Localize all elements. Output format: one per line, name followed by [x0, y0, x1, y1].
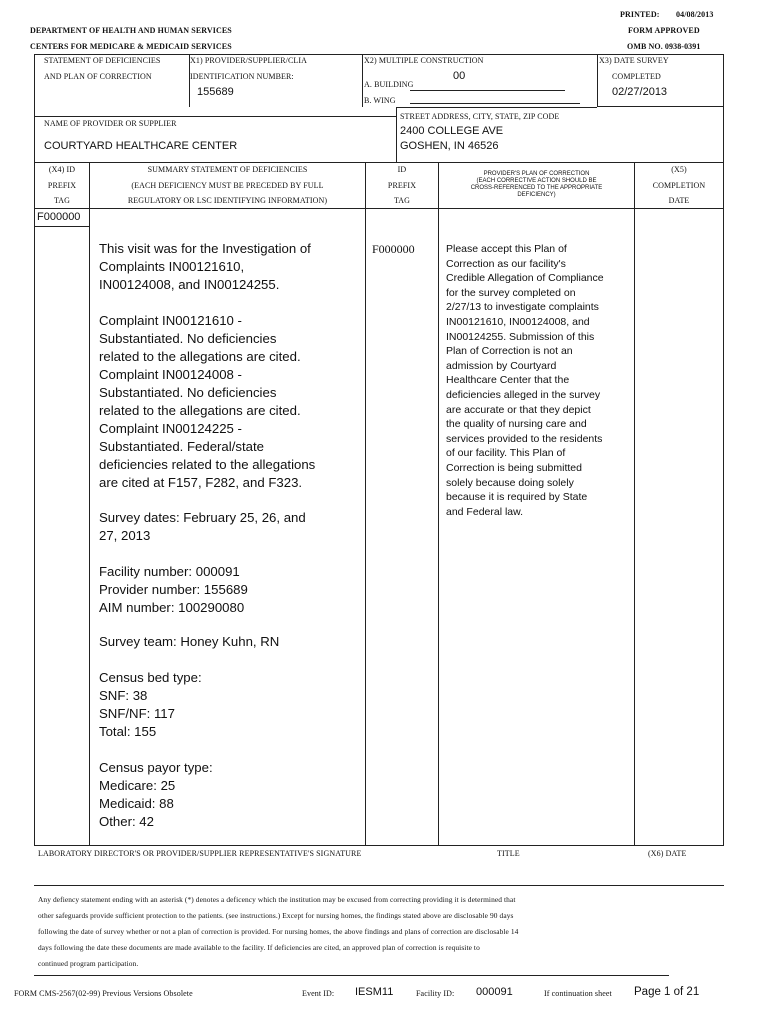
- id-header-1: ID: [397, 165, 407, 174]
- event-id-label: Event ID:: [302, 989, 335, 998]
- summary-header-2: (EACH DEFICIENCY MUST BE PRECEDED BY FULL: [131, 181, 324, 190]
- survey-date: 02/27/2013: [612, 86, 668, 98]
- printed-date: 04/08/2013: [676, 10, 714, 19]
- id-header-2: PREFIX: [387, 181, 417, 190]
- provider-name-label: NAME OF PROVIDER OR SUPPLIER: [44, 119, 177, 128]
- x5-header-2: COMPLETION: [652, 181, 706, 190]
- x4-header-2: PREFIX: [47, 181, 77, 190]
- x1-label-1: X1) PROVIDER/SUPPLIER/CLIA: [190, 56, 308, 65]
- x3-label-1: X3) DATE SURVEY: [599, 56, 669, 65]
- summary-paragraph: Complaint IN00121610 - Substantiated. No deficiencies related to the allegations are cited. Complaint IN00124008 - Substantiated. No deficiencies related to the allegations are cited. Complaint IN00124225 - Substantiated. Federal/state deficiencies related to the allegations are cited at F157, F282, and F323.: [99, 313, 316, 490]
- poc-header-3: CROSS-REFERENCED TO THE APPROPRIATE: [470, 185, 603, 191]
- facility-id-label: Facility ID:: [416, 989, 455, 998]
- right-prefix-tag: F000000: [372, 242, 415, 256]
- title-label: TITLE: [497, 849, 520, 858]
- poc-header-4: DEFICIENCY): [517, 192, 556, 198]
- provider-name: COURTYARD HEALTHCARE CENTER: [44, 140, 238, 152]
- statement-label-1: STATEMENT OF DEFICIENCIES: [44, 56, 161, 65]
- left-prefix-tag: F000000: [37, 211, 81, 223]
- disclaimer-line: days following the date these documents are made available to the facility. If deficiencies are cited, an approved plan of correction is requisite to: [38, 943, 480, 952]
- continuation-label: If continuation sheet: [544, 989, 612, 998]
- x4-header-3: TAG: [53, 196, 71, 205]
- facility-id: 000091: [476, 986, 513, 998]
- centers-name: CENTERS FOR MEDICARE & MEDICAID SERVICES: [30, 42, 232, 51]
- id-header-3: TAG: [393, 196, 411, 205]
- poc-header-2: (EACH CORRECTIVE ACTION SHOULD BE: [476, 178, 597, 184]
- printed-label: PRINTED:: [620, 10, 660, 19]
- summary-paragraph: Facility number: 000091 Provider number: 155689 AIM number: 100290080: [99, 564, 248, 615]
- x6-date-label: (X6) DATE: [648, 849, 687, 858]
- x4-header-1: (X4) ID: [48, 165, 76, 174]
- summary-paragraph: Survey team: Honey Kuhn, RN: [99, 634, 280, 649]
- form-status: FORM APPROVED: [628, 26, 700, 35]
- summary-paragraph: Census payor type: Medicare: 25 Medicaid: 88 Other: 42: [99, 760, 213, 829]
- form-identifier: FORM CMS-2567(02-99) Previous Versions Obsolete: [14, 989, 193, 998]
- plan-of-correction-text: Please accept this Plan of Correction as our facility's Credible Allegation of Compliance for the survey completed on 2/27/13 to investigate complaints IN00121610, IN00124008, and IN00124255. Submission of this Plan of Correction is not an admission by Courtyard Healthcare Center that the deficiencies alleged in the survey are accurate or that they depict the quality of nursing care and services provided to the residents of our facility. This Plan of Correction is being submitted solely because doing solely because it is required by State and Federal law.: [446, 243, 604, 518]
- disclaimer-line: following the date of survey whether or not a plan of correction is provided. For nursing homes, the above findings and plans of correction are disclosable 14: [38, 927, 519, 936]
- disclaimer-line: Any defiency statement ending with an asterisk (*) denotes a deficency which the institution may be excused from correcting providing it is determined that: [38, 895, 516, 904]
- provider-number: 155689: [197, 86, 234, 98]
- omb-number: OMB NO. 0938-0391: [627, 42, 701, 51]
- building-label: A. BUILDING: [364, 80, 414, 89]
- event-id: IESM11: [355, 986, 394, 998]
- statement-label-2: AND PLAN OF CORRECTION: [44, 72, 152, 81]
- x5-header-3: DATE: [668, 196, 690, 205]
- poc-header-1: PROVIDER'S PLAN OF CORRECTION: [483, 171, 590, 177]
- department-name: DEPARTMENT OF HEALTH AND HUMAN SERVICES: [30, 26, 232, 35]
- summary-paragraph: Survey dates: February 25, 26, and 27, 2013: [99, 510, 306, 543]
- address-line-1: 2400 COLLEGE AVE: [400, 125, 504, 137]
- x1-label-2: IDENTIFICATION NUMBER:: [190, 72, 294, 81]
- disclaimer-line: other safeguards provide sufficient protection to the patients. (see instructions.) Except for nursing homes, the findings stated above are disclosable 90 days: [38, 911, 514, 920]
- x2-label: X2) MULTIPLE CONSTRUCTION: [364, 56, 484, 65]
- x3-label-2: COMPLETED: [612, 72, 661, 81]
- summary-paragraph: This visit was for the Investigation of Complaints IN00121610, IN00124008, and IN00124255.: [99, 241, 311, 292]
- wing-label: B. WING: [364, 96, 396, 105]
- signature-label: LABORATORY DIRECTOR'S OR PROVIDER/SUPPLIER REPRESENTATIVE'S SIGNATURE: [38, 849, 362, 858]
- building-value: 00: [453, 70, 466, 82]
- page-number: Page 1 of 21: [634, 986, 700, 998]
- address-line-2: GOSHEN, IN 46526: [400, 140, 499, 152]
- disclaimer-line: continued program participation.: [38, 959, 139, 968]
- summary-header-3: REGULATORY OR LSC IDENTIFYING INFORMATION): [127, 196, 328, 205]
- x5-header-1: (X5): [671, 165, 687, 174]
- summary-header-1: SUMMARY STATEMENT OF DEFICIENCIES: [147, 165, 308, 174]
- summary-paragraph: Census bed type: SNF: 38 SNF/NF: 117 Total: 155: [99, 670, 202, 739]
- address-label: STREET ADDRESS, CITY, STATE, ZIP CODE: [400, 112, 560, 121]
